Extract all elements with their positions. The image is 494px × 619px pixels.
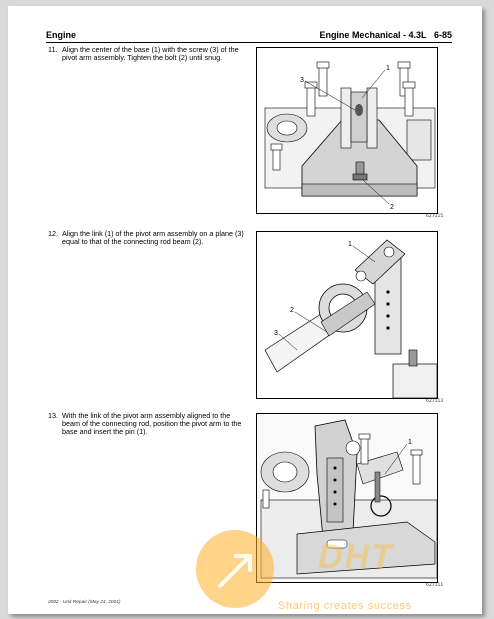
step-text: With the link of the pivot arm assembly aligned to the beam of the connecting rod, position the pivot arm to the base and insert the pin (1).	[62, 411, 242, 437]
figure-base-alignment	[256, 47, 438, 214]
figure-id: 627111	[426, 583, 444, 588]
section-title: Engine	[46, 30, 77, 40]
watermark-logo: DHT	[318, 538, 394, 576]
callout-1: 1	[386, 65, 390, 72]
page-footer: 2002 - Unit Repair (May 24, 2001)	[48, 600, 121, 605]
figure-link-alignment	[256, 231, 438, 399]
figure-id: 627115	[426, 214, 444, 219]
page-number: 6-85	[433, 30, 452, 40]
callout-3: 3	[300, 77, 304, 84]
step-number: 11.	[48, 45, 58, 54]
step-12	[48, 230, 248, 246]
step-11	[48, 46, 248, 62]
step-number: 12.	[48, 229, 58, 238]
callout-2: 2	[390, 204, 394, 211]
callout-3: 3	[274, 330, 278, 337]
chapter-title: Engine Mechanical - 4.3L	[319, 30, 427, 40]
figure-id: 627113	[426, 399, 444, 404]
callout-1: 1	[408, 439, 412, 446]
page-title	[319, 30, 452, 40]
step-text: Align the link (1) of the pivot arm assembly on a plane (3) equal to that of the connecting rod beam (2).	[62, 229, 244, 247]
callout-2: 2	[290, 307, 294, 314]
step-number: 13.	[48, 411, 58, 420]
watermark-logo-icon	[196, 530, 274, 608]
page-header	[46, 28, 452, 43]
step-13	[48, 412, 248, 437]
callout-1: 1	[348, 241, 352, 248]
watermark-slogan: Sharing creates success	[278, 600, 412, 612]
step-text: Align the center of the base (1) with the screw (3) of the pivot arm assembly. Tighten the bolt (2) until snug.	[62, 45, 239, 63]
manual-page	[8, 6, 482, 614]
